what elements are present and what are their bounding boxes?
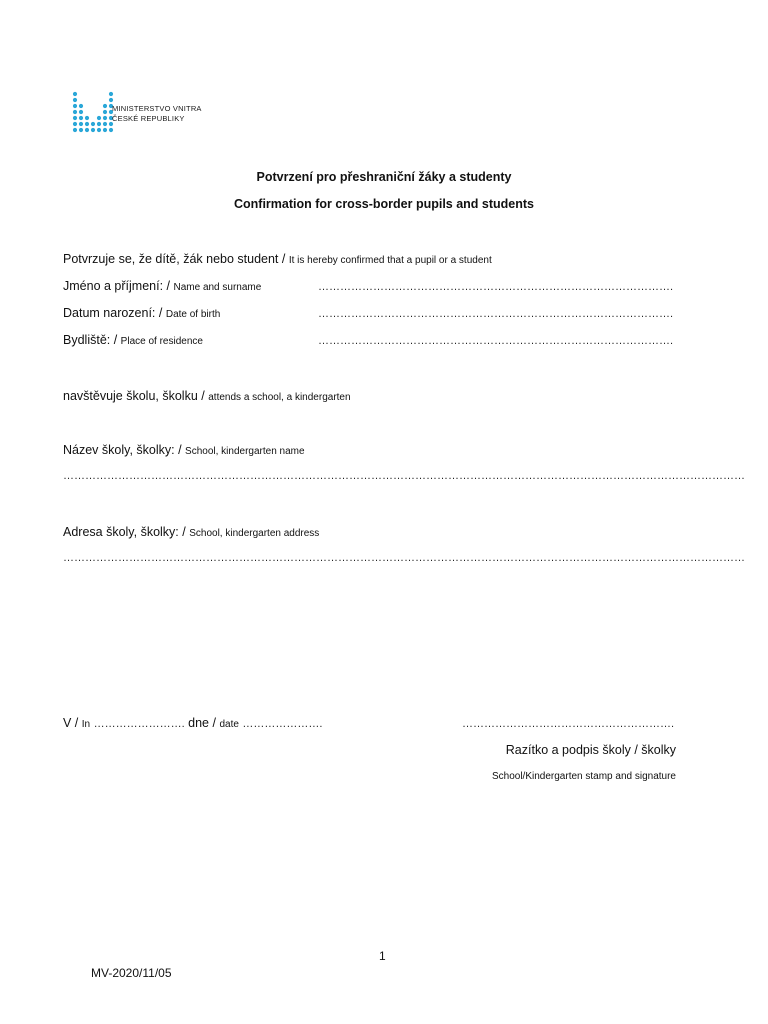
school-name-cz: Název školy, školky: / bbox=[63, 443, 182, 457]
place-date-line bbox=[63, 716, 322, 730]
logo-dot bbox=[85, 128, 89, 132]
logo-dot bbox=[109, 128, 113, 132]
ministry-logo-text bbox=[112, 104, 202, 124]
attends-cz: navštěvuje školu, školku / bbox=[63, 389, 205, 403]
logo-line-2: ČESKÉ REPUBLIKY bbox=[112, 114, 185, 123]
logo-dot bbox=[73, 92, 77, 96]
field-name-label bbox=[63, 279, 261, 293]
logo-dot bbox=[103, 110, 107, 114]
page-number: 1 bbox=[379, 949, 386, 963]
signature-dots: …………………………………………………. bbox=[461, 718, 674, 730]
field-name-cz: Jméno a příjmení: / bbox=[63, 279, 170, 293]
logo-dot bbox=[97, 116, 101, 120]
logo-dot bbox=[79, 110, 83, 114]
school-address-cz: Adresa školy, školky: / bbox=[63, 525, 186, 539]
field-dob-cz: Datum narození: / bbox=[63, 306, 163, 320]
signature-label-en: School/Kindergarten stamp and signature bbox=[491, 771, 676, 782]
field-residence-dots: ……………………………………………………………………………………. bbox=[318, 335, 674, 347]
field-residence-label bbox=[63, 333, 203, 347]
school-name-dots: …………………………………………………………………………………………………………………………………………………………………… bbox=[63, 470, 745, 482]
place-v: V / bbox=[63, 716, 79, 730]
logo-dot bbox=[85, 122, 89, 126]
title-english: Confirmation for cross-border pupils and students bbox=[233, 197, 535, 211]
field-name-en: Name and surname bbox=[173, 282, 262, 293]
logo-dot bbox=[79, 104, 83, 108]
field-dob-en: Date of birth bbox=[165, 309, 221, 320]
document-code: MV-2020/11/05 bbox=[91, 966, 172, 980]
intro-en: It is hereby confirmed that a pupil or a student bbox=[288, 255, 492, 266]
logo-dot bbox=[73, 98, 77, 102]
school-name-label bbox=[63, 443, 305, 457]
date-dots: …………………. bbox=[242, 718, 323, 730]
logo-dot bbox=[73, 122, 77, 126]
logo-dot bbox=[73, 116, 77, 120]
logo-dot bbox=[91, 128, 95, 132]
field-residence-en: Place of residence bbox=[120, 336, 203, 347]
logo-dot bbox=[103, 104, 107, 108]
place-dots: ……………………. bbox=[93, 718, 185, 730]
logo-dot bbox=[79, 116, 83, 120]
logo-dot bbox=[97, 122, 101, 126]
logo-dot bbox=[73, 104, 77, 108]
field-residence-cz: Bydliště: / bbox=[63, 333, 118, 347]
signature-label-cz: Razítko a podpis školy / školky bbox=[505, 743, 676, 757]
logo-dot bbox=[73, 128, 77, 132]
title-czech: Potvrzení pro přeshraniční žáky a studenty bbox=[256, 170, 512, 184]
logo-dot bbox=[79, 128, 83, 132]
school-name-en: School, kindergarten name bbox=[185, 446, 305, 457]
school-address-label bbox=[63, 525, 319, 539]
field-name-dots: ……………………………………………………………………………………. bbox=[318, 281, 674, 293]
field-dob-dots: ……………………………………………………………………………………. bbox=[318, 308, 674, 320]
logo-dot bbox=[109, 92, 113, 96]
school-address-dots: …………………………………………………………………………………………………………………………………………………………………… bbox=[63, 552, 745, 564]
intro-cz: Potvrzuje se, že dítě, žák nebo student / bbox=[63, 252, 286, 266]
date-dne: dne / bbox=[188, 716, 216, 730]
logo-dot bbox=[109, 98, 113, 102]
attends-line bbox=[63, 389, 351, 403]
logo-dot bbox=[103, 116, 107, 120]
field-dob-label bbox=[63, 306, 220, 320]
school-address-en: School, kindergarten address bbox=[189, 528, 320, 539]
logo-dot bbox=[73, 110, 77, 114]
logo-dot bbox=[103, 128, 107, 132]
logo-dot bbox=[97, 128, 101, 132]
attends-en: attends a school, a kindergarten bbox=[208, 392, 351, 403]
place-in: In bbox=[81, 719, 91, 730]
logo-dot bbox=[103, 122, 107, 126]
logo-dot bbox=[85, 116, 89, 120]
intro-line bbox=[63, 252, 492, 266]
logo-dot bbox=[91, 122, 95, 126]
logo-line-1: MINISTERSTVO VNITRA bbox=[112, 104, 202, 113]
logo-dot bbox=[79, 122, 83, 126]
date-label: date bbox=[219, 719, 239, 730]
